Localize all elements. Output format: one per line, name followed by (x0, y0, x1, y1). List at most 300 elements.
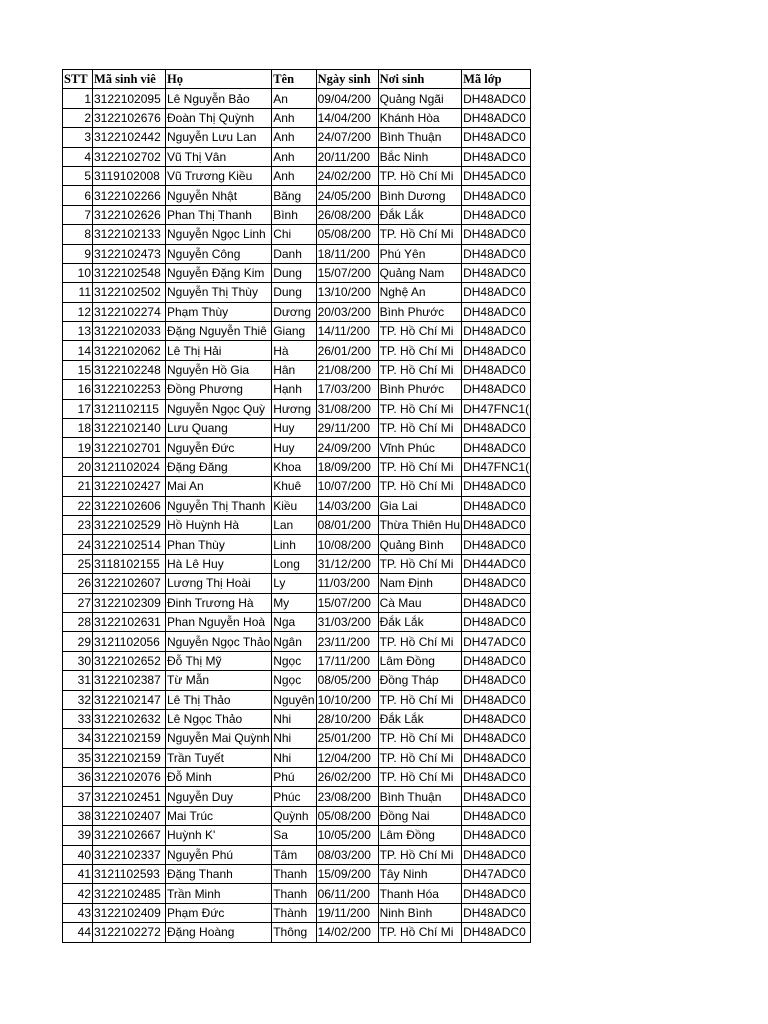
cell-class-code[interactable]: DH48ADC0 (462, 593, 531, 612)
cell-birth-place[interactable]: Bình Thuận (378, 128, 462, 147)
cell-given-name[interactable]: Ly (272, 574, 316, 593)
cell-class-code[interactable]: DH48ADC0 (462, 787, 531, 806)
cell-student-id[interactable]: 3122102676 (93, 108, 166, 127)
cell-birth-place[interactable]: TP. Hồ Chí Mi (378, 399, 462, 418)
cell-birth-place[interactable]: TP. Hồ Chí Mi (378, 341, 462, 360)
cell-stt[interactable]: 35 (63, 748, 93, 767)
cell-given-name[interactable]: Long (272, 554, 316, 573)
cell-surname[interactable]: Nguyễn Công (166, 244, 272, 263)
cell-birth-place[interactable]: Nghệ An (378, 283, 462, 302)
cell-birth-place[interactable]: TP. Hồ Chí Mi (378, 322, 462, 341)
cell-student-id[interactable]: 3122102701 (93, 438, 166, 457)
cell-given-name[interactable]: Nhi (272, 709, 316, 728)
cell-surname[interactable]: Nguyễn Duy (166, 787, 272, 806)
cell-birth-date[interactable]: 14/04/200 (316, 108, 378, 127)
cell-surname[interactable]: Lê Thị Thảo (166, 690, 272, 709)
cell-birth-date[interactable]: 06/11/200 (316, 884, 378, 903)
cell-given-name[interactable]: Sa (272, 826, 316, 845)
cell-class-code[interactable]: DH47FNC1( (462, 399, 531, 418)
cell-stt[interactable]: 4 (63, 147, 93, 166)
cell-stt[interactable]: 6 (63, 186, 93, 205)
cell-birth-place[interactable]: Lâm Đồng (378, 826, 462, 845)
cell-given-name[interactable]: Nga (272, 612, 316, 631)
cell-class-code[interactable]: DH48ADC0 (462, 302, 531, 321)
cell-birth-place[interactable]: Gia Lai (378, 496, 462, 515)
cell-student-id[interactable]: 3122102529 (93, 515, 166, 534)
cell-student-id[interactable]: 3122102159 (93, 729, 166, 748)
cell-birth-place[interactable]: Quảng Nam (378, 263, 462, 282)
cell-surname[interactable]: Vũ Thị Vân (166, 147, 272, 166)
cell-stt[interactable]: 11 (63, 283, 93, 302)
cell-stt[interactable]: 23 (63, 515, 93, 534)
cell-surname[interactable]: Từ Mẫn (166, 671, 272, 690)
cell-stt[interactable]: 16 (63, 380, 93, 399)
cell-student-id[interactable]: 3122102387 (93, 671, 166, 690)
cell-birth-date[interactable]: 20/11/200 (316, 147, 378, 166)
cell-surname[interactable]: Nguyễn Ngọc Quỳ (166, 399, 272, 418)
cell-class-code[interactable]: DH48ADC0 (462, 574, 531, 593)
cell-surname[interactable]: Mai Trúc (166, 806, 272, 825)
cell-birth-place[interactable]: TP. Hồ Chí Mi (378, 729, 462, 748)
cell-class-code[interactable]: DH48ADC0 (462, 283, 531, 302)
cell-class-code[interactable]: DH48ADC0 (462, 477, 531, 496)
cell-surname[interactable]: Phan Nguyễn Hoà (166, 612, 272, 631)
cell-given-name[interactable]: Anh (272, 108, 316, 127)
cell-birth-place[interactable]: Cà Mau (378, 593, 462, 612)
cell-class-code[interactable]: DH48ADC0 (462, 612, 531, 631)
cell-birth-place[interactable]: Vĩnh Phúc (378, 438, 462, 457)
cell-student-id[interactable]: 3122102409 (93, 903, 166, 922)
cell-stt[interactable]: 20 (63, 457, 93, 476)
header-given-name[interactable]: Tên (272, 70, 316, 89)
cell-birth-date[interactable]: 14/03/200 (316, 496, 378, 515)
cell-birth-date[interactable]: 14/11/200 (316, 322, 378, 341)
cell-student-id[interactable]: 3122102548 (93, 263, 166, 282)
cell-surname[interactable]: Đặng Hoàng (166, 923, 272, 942)
cell-class-code[interactable]: DH47ADC0 (462, 632, 531, 651)
cell-stt[interactable]: 39 (63, 826, 93, 845)
cell-birth-date[interactable]: 21/08/200 (316, 360, 378, 379)
cell-birth-place[interactable]: Bình Phước (378, 302, 462, 321)
cell-class-code[interactable]: DH48ADC0 (462, 884, 531, 903)
header-birth-date[interactable]: Ngày sinh (316, 70, 378, 89)
cell-birth-date[interactable]: 17/11/200 (316, 651, 378, 670)
cell-stt[interactable]: 10 (63, 263, 93, 282)
cell-student-id[interactable]: 3122102133 (93, 225, 166, 244)
cell-given-name[interactable]: Hân (272, 360, 316, 379)
cell-student-id[interactable]: 3122102062 (93, 341, 166, 360)
cell-student-id[interactable]: 3122102606 (93, 496, 166, 515)
cell-birth-place[interactable]: TP. Hồ Chí Mi (378, 166, 462, 185)
cell-class-code[interactable]: DH48ADC0 (462, 108, 531, 127)
cell-birth-date[interactable]: 31/08/200 (316, 399, 378, 418)
cell-class-code[interactable]: DH48ADC0 (462, 89, 531, 108)
cell-birth-place[interactable]: TP. Hồ Chí Mi (378, 923, 462, 942)
cell-birth-date[interactable]: 15/07/200 (316, 263, 378, 282)
cell-birth-date[interactable]: 10/08/200 (316, 535, 378, 554)
cell-birth-date[interactable]: 08/05/200 (316, 671, 378, 690)
cell-stt[interactable]: 44 (63, 923, 93, 942)
cell-given-name[interactable]: Phúc (272, 787, 316, 806)
cell-stt[interactable]: 14 (63, 341, 93, 360)
cell-birth-place[interactable]: TP. Hồ Chí Mi (378, 225, 462, 244)
cell-class-code[interactable]: DH48ADC0 (462, 419, 531, 438)
cell-birth-date[interactable]: 19/11/200 (316, 903, 378, 922)
cell-birth-place[interactable]: Quảng Bình (378, 535, 462, 554)
cell-stt[interactable]: 12 (63, 302, 93, 321)
cell-birth-place[interactable]: TP. Hồ Chí Mi (378, 768, 462, 787)
cell-birth-place[interactable]: Lâm Đồng (378, 651, 462, 670)
cell-given-name[interactable]: Lan (272, 515, 316, 534)
cell-birth-place[interactable]: Bình Phước (378, 380, 462, 399)
cell-class-code[interactable]: DH48ADC0 (462, 263, 531, 282)
cell-stt[interactable]: 41 (63, 865, 93, 884)
cell-student-id[interactable]: 3122102502 (93, 283, 166, 302)
cell-student-id[interactable]: 3122102159 (93, 748, 166, 767)
cell-birth-place[interactable]: TP. Hồ Chí Mi (378, 457, 462, 476)
cell-stt[interactable]: 24 (63, 535, 93, 554)
cell-student-id[interactable]: 3122102626 (93, 205, 166, 224)
cell-surname[interactable]: Nguyễn Ngọc Linh (166, 225, 272, 244)
cell-class-code[interactable]: DH48ADC0 (462, 244, 531, 263)
cell-birth-date[interactable]: 15/07/200 (316, 593, 378, 612)
cell-given-name[interactable]: Dung (272, 263, 316, 282)
cell-class-code[interactable]: DH48ADC0 (462, 768, 531, 787)
cell-given-name[interactable]: Anh (272, 147, 316, 166)
cell-birth-date[interactable]: 31/03/200 (316, 612, 378, 631)
cell-birth-date[interactable]: 11/03/200 (316, 574, 378, 593)
cell-stt[interactable]: 13 (63, 322, 93, 341)
cell-birth-place[interactable]: TP. Hồ Chí Mi (378, 360, 462, 379)
cell-surname[interactable]: Huỳnh K' (166, 826, 272, 845)
cell-stt[interactable]: 22 (63, 496, 93, 515)
cell-student-id[interactable]: 3118102155 (93, 554, 166, 573)
cell-stt[interactable]: 27 (63, 593, 93, 612)
cell-given-name[interactable]: Huy (272, 419, 316, 438)
cell-surname[interactable]: Nguyễn Thị Thanh (166, 496, 272, 515)
cell-birth-date[interactable]: 26/08/200 (316, 205, 378, 224)
cell-given-name[interactable]: Nhi (272, 748, 316, 767)
cell-stt[interactable]: 1 (63, 89, 93, 108)
cell-birth-date[interactable]: 13/10/200 (316, 283, 378, 302)
cell-birth-date[interactable]: 18/11/200 (316, 244, 378, 263)
cell-birth-date[interactable]: 24/07/200 (316, 128, 378, 147)
cell-class-code[interactable]: DH48ADC0 (462, 806, 531, 825)
cell-stt[interactable]: 18 (63, 419, 93, 438)
cell-stt[interactable]: 9 (63, 244, 93, 263)
cell-stt[interactable]: 34 (63, 729, 93, 748)
cell-student-id[interactable]: 3122102140 (93, 419, 166, 438)
cell-given-name[interactable]: Linh (272, 535, 316, 554)
cell-surname[interactable]: Phạm Đức (166, 903, 272, 922)
cell-surname[interactable]: Phan Thị Thanh (166, 205, 272, 224)
cell-surname[interactable]: Đặng Nguyễn Thiê (166, 322, 272, 341)
cell-class-code[interactable]: DH48ADC0 (462, 496, 531, 515)
cell-stt[interactable]: 28 (63, 612, 93, 631)
cell-stt[interactable]: 17 (63, 399, 93, 418)
cell-surname[interactable]: Mai An (166, 477, 272, 496)
cell-class-code[interactable]: DH47ADC0 (462, 865, 531, 884)
cell-birth-date[interactable]: 10/10/200 (316, 690, 378, 709)
cell-birth-place[interactable]: Ninh Bình (378, 903, 462, 922)
cell-birth-date[interactable]: 18/09/200 (316, 457, 378, 476)
cell-given-name[interactable]: Dương (272, 302, 316, 321)
cell-class-code[interactable]: DH48ADC0 (462, 748, 531, 767)
cell-birth-place[interactable]: TP. Hồ Chí Mi (378, 554, 462, 573)
cell-birth-place[interactable]: Phú Yên (378, 244, 462, 263)
cell-student-id[interactable]: 3122102485 (93, 884, 166, 903)
cell-given-name[interactable]: Ngân (272, 632, 316, 651)
cell-student-id[interactable]: 3122102248 (93, 360, 166, 379)
cell-student-id[interactable]: 3122102407 (93, 806, 166, 825)
cell-stt[interactable]: 21 (63, 477, 93, 496)
cell-student-id[interactable]: 3122102076 (93, 768, 166, 787)
cell-surname[interactable]: Nguyễn Hồ Gia (166, 360, 272, 379)
cell-surname[interactable]: Phạm Thùy (166, 302, 272, 321)
cell-given-name[interactable]: Thông (272, 923, 316, 942)
cell-stt[interactable]: 3 (63, 128, 93, 147)
cell-birth-place[interactable]: Thanh Hóa (378, 884, 462, 903)
cell-given-name[interactable]: Thành (272, 903, 316, 922)
cell-surname[interactable]: Nguyễn Mai Quỳnh (166, 729, 272, 748)
cell-stt[interactable]: 31 (63, 671, 93, 690)
cell-class-code[interactable]: DH48ADC0 (462, 147, 531, 166)
cell-student-id[interactable]: 3121102593 (93, 865, 166, 884)
cell-student-id[interactable]: 3122102147 (93, 690, 166, 709)
cell-birth-date[interactable]: 20/03/200 (316, 302, 378, 321)
cell-class-code[interactable]: DH45ADC0 (462, 166, 531, 185)
cell-surname[interactable]: Hồ Huỳnh Hà (166, 515, 272, 534)
cell-class-code[interactable]: DH48ADC0 (462, 438, 531, 457)
cell-birth-place[interactable]: Quảng Ngãi (378, 89, 462, 108)
cell-student-id[interactable]: 3122102652 (93, 651, 166, 670)
cell-given-name[interactable]: Huy (272, 438, 316, 457)
cell-given-name[interactable]: Hạnh (272, 380, 316, 399)
cell-stt[interactable]: 29 (63, 632, 93, 651)
cell-given-name[interactable]: Băng (272, 186, 316, 205)
cell-student-id[interactable]: 3122102607 (93, 574, 166, 593)
cell-student-id[interactable]: 3122102272 (93, 923, 166, 942)
cell-birth-place[interactable]: Khánh Hòa (378, 108, 462, 127)
cell-birth-place[interactable]: TP. Hồ Chí Mi (378, 748, 462, 767)
cell-birth-date[interactable]: 26/01/200 (316, 341, 378, 360)
cell-student-id[interactable]: 3122102309 (93, 593, 166, 612)
cell-class-code[interactable]: DH48ADC0 (462, 205, 531, 224)
cell-surname[interactable]: Lê Thị Hải (166, 341, 272, 360)
cell-birth-date[interactable]: 23/11/200 (316, 632, 378, 651)
cell-student-id[interactable]: 3122102702 (93, 147, 166, 166)
header-class-code[interactable]: Mã lớp (462, 70, 531, 89)
header-stt[interactable]: STT (63, 70, 93, 89)
cell-birth-place[interactable]: Bình Dương (378, 186, 462, 205)
cell-student-id[interactable]: 3122102274 (93, 302, 166, 321)
cell-birth-place[interactable]: TP. Hồ Chí Mi (378, 419, 462, 438)
cell-class-code[interactable]: DH48ADC0 (462, 341, 531, 360)
cell-given-name[interactable]: Thanh (272, 865, 316, 884)
cell-surname[interactable]: Lưu Quang (166, 419, 272, 438)
cell-student-id[interactable]: 3121102056 (93, 632, 166, 651)
cell-student-id[interactable]: 3122102632 (93, 709, 166, 728)
cell-birth-place[interactable]: Tây Ninh (378, 865, 462, 884)
cell-student-id[interactable]: 3122102514 (93, 535, 166, 554)
cell-surname[interactable]: Đỗ Thị Mỹ (166, 651, 272, 670)
cell-surname[interactable]: Hà Lê Huy (166, 554, 272, 573)
cell-surname[interactable]: Vũ Trương Kiều (166, 166, 272, 185)
cell-class-code[interactable]: DH48ADC0 (462, 671, 531, 690)
cell-birth-date[interactable]: 17/03/200 (316, 380, 378, 399)
cell-class-code[interactable]: DH48ADC0 (462, 535, 531, 554)
cell-birth-place[interactable]: Đắk Lắk (378, 709, 462, 728)
cell-birth-date[interactable]: 05/08/200 (316, 806, 378, 825)
cell-birth-place[interactable]: TP. Hồ Chí Mi (378, 477, 462, 496)
header-birth-place[interactable]: Nơi sinh (378, 70, 462, 89)
cell-class-code[interactable]: DH48ADC0 (462, 729, 531, 748)
cell-class-code[interactable]: DH48ADC0 (462, 923, 531, 942)
cell-surname[interactable]: Phan Thùy (166, 535, 272, 554)
cell-stt[interactable]: 5 (63, 166, 93, 185)
cell-birth-date[interactable]: 09/04/200 (316, 89, 378, 108)
cell-surname[interactable]: Nguyễn Nhật (166, 186, 272, 205)
cell-stt[interactable]: 33 (63, 709, 93, 728)
cell-birth-date[interactable]: 26/02/200 (316, 768, 378, 787)
cell-given-name[interactable]: Giang (272, 322, 316, 341)
cell-birth-date[interactable]: 15/09/200 (316, 865, 378, 884)
cell-given-name[interactable]: Nguyên (272, 690, 316, 709)
cell-birth-place[interactable]: Nam Định (378, 574, 462, 593)
cell-student-id[interactable]: 3122102095 (93, 89, 166, 108)
cell-birth-place[interactable]: TP. Hồ Chí Mi (378, 690, 462, 709)
cell-given-name[interactable]: Khoa (272, 457, 316, 476)
cell-birth-place[interactable]: TP. Hồ Chí Mi (378, 632, 462, 651)
cell-class-code[interactable]: DH48ADC0 (462, 322, 531, 341)
cell-student-id[interactable]: 3119102008 (93, 166, 166, 185)
cell-stt[interactable]: 36 (63, 768, 93, 787)
cell-birth-date[interactable]: 24/02/200 (316, 166, 378, 185)
cell-given-name[interactable]: Khuê (272, 477, 316, 496)
cell-birth-place[interactable]: Đắk Lắk (378, 612, 462, 631)
cell-class-code[interactable]: DH48ADC0 (462, 845, 531, 864)
cell-class-code[interactable]: DH48ADC0 (462, 128, 531, 147)
cell-birth-place[interactable]: Bắc Ninh (378, 147, 462, 166)
cell-surname[interactable]: Lê Nguyễn Bảo (166, 89, 272, 108)
cell-stt[interactable]: 37 (63, 787, 93, 806)
cell-stt[interactable]: 25 (63, 554, 93, 573)
cell-student-id[interactable]: 3122102451 (93, 787, 166, 806)
cell-student-id[interactable]: 3122102667 (93, 826, 166, 845)
cell-class-code[interactable]: DH48ADC0 (462, 225, 531, 244)
cell-stt[interactable]: 26 (63, 574, 93, 593)
cell-surname[interactable]: Nguyễn Phú (166, 845, 272, 864)
cell-given-name[interactable]: Bình (272, 205, 316, 224)
cell-birth-date[interactable]: 08/03/200 (316, 845, 378, 864)
cell-stt[interactable]: 19 (63, 438, 93, 457)
cell-surname[interactable]: Nguyễn Đức (166, 438, 272, 457)
cell-birth-place[interactable]: Đồng Nai (378, 806, 462, 825)
cell-class-code[interactable]: DH44ADC0 (462, 554, 531, 573)
cell-given-name[interactable]: Hà (272, 341, 316, 360)
cell-stt[interactable]: 40 (63, 845, 93, 864)
cell-given-name[interactable]: Kiều (272, 496, 316, 515)
cell-student-id[interactable]: 3122102337 (93, 845, 166, 864)
cell-birth-date[interactable]: 28/10/200 (316, 709, 378, 728)
cell-student-id[interactable]: 3122102266 (93, 186, 166, 205)
cell-birth-date[interactable]: 24/05/200 (316, 186, 378, 205)
cell-given-name[interactable]: Tâm (272, 845, 316, 864)
cell-birth-place[interactable]: Đắk Lắk (378, 205, 462, 224)
cell-birth-date[interactable]: 31/12/200 (316, 554, 378, 573)
cell-surname[interactable]: Đinh Trương Hà (166, 593, 272, 612)
cell-given-name[interactable]: Nhi (272, 729, 316, 748)
cell-class-code[interactable]: DH48ADC0 (462, 515, 531, 534)
cell-given-name[interactable]: My (272, 593, 316, 612)
header-student-id[interactable]: Mã sinh viê (93, 70, 166, 89)
cell-birth-date[interactable]: 14/02/200 (316, 923, 378, 942)
cell-student-id[interactable]: 3121102024 (93, 457, 166, 476)
cell-stt[interactable]: 43 (63, 903, 93, 922)
cell-student-id[interactable]: 3122102427 (93, 477, 166, 496)
cell-stt[interactable]: 32 (63, 690, 93, 709)
cell-given-name[interactable]: Ngọc (272, 651, 316, 670)
cell-given-name[interactable]: Hương (272, 399, 316, 418)
cell-given-name[interactable]: Anh (272, 166, 316, 185)
cell-student-id[interactable]: 3122102442 (93, 128, 166, 147)
cell-surname[interactable]: Đặng Đăng (166, 457, 272, 476)
cell-surname[interactable]: Lê Ngọc Thảo (166, 709, 272, 728)
cell-surname[interactable]: Trần Minh (166, 884, 272, 903)
cell-class-code[interactable]: DH48ADC0 (462, 826, 531, 845)
cell-stt[interactable]: 8 (63, 225, 93, 244)
cell-stt[interactable]: 15 (63, 360, 93, 379)
cell-surname[interactable]: Nguyễn Đặng Kim (166, 263, 272, 282)
cell-surname[interactable]: Đoàn Thị Quỳnh (166, 108, 272, 127)
cell-birth-place[interactable]: Đồng Tháp (378, 671, 462, 690)
cell-surname[interactable]: Lương Thị Hoài (166, 574, 272, 593)
cell-given-name[interactable]: Dung (272, 283, 316, 302)
cell-surname[interactable]: Đỗ Minh (166, 768, 272, 787)
cell-surname[interactable]: Đặng Thanh (166, 865, 272, 884)
cell-class-code[interactable]: DH47FNC1( (462, 457, 531, 476)
cell-birth-place[interactable]: TP. Hồ Chí Mi (378, 845, 462, 864)
cell-stt[interactable]: 7 (63, 205, 93, 224)
cell-birth-date[interactable]: 10/07/200 (316, 477, 378, 496)
cell-birth-date[interactable]: 25/01/200 (316, 729, 378, 748)
cell-birth-date[interactable]: 24/09/200 (316, 438, 378, 457)
cell-given-name[interactable]: Anh (272, 128, 316, 147)
cell-birth-date[interactable]: 23/08/200 (316, 787, 378, 806)
cell-given-name[interactable]: Ngọc (272, 671, 316, 690)
cell-given-name[interactable]: An (272, 89, 316, 108)
cell-student-id[interactable]: 3122102253 (93, 380, 166, 399)
cell-given-name[interactable]: Thanh (272, 884, 316, 903)
cell-class-code[interactable]: DH48ADC0 (462, 903, 531, 922)
cell-stt[interactable]: 42 (63, 884, 93, 903)
header-surname[interactable]: Họ (166, 70, 272, 89)
cell-given-name[interactable]: Phú (272, 768, 316, 787)
cell-birth-place[interactable]: Thừa Thiên Hu (378, 515, 462, 534)
cell-class-code[interactable]: DH48ADC0 (462, 690, 531, 709)
cell-birth-date[interactable]: 05/08/200 (316, 225, 378, 244)
cell-stt[interactable]: 38 (63, 806, 93, 825)
cell-surname[interactable]: Nguyễn Thị Thùy (166, 283, 272, 302)
cell-surname[interactable]: Nguyễn Lưu Lan (166, 128, 272, 147)
cell-surname[interactable]: Đồng Phương (166, 380, 272, 399)
cell-student-id[interactable]: 3122102473 (93, 244, 166, 263)
cell-birth-date[interactable]: 10/05/200 (316, 826, 378, 845)
cell-class-code[interactable]: DH48ADC0 (462, 186, 531, 205)
cell-student-id[interactable]: 3121102115 (93, 399, 166, 418)
cell-stt[interactable]: 2 (63, 108, 93, 127)
cell-student-id[interactable]: 3122102033 (93, 322, 166, 341)
